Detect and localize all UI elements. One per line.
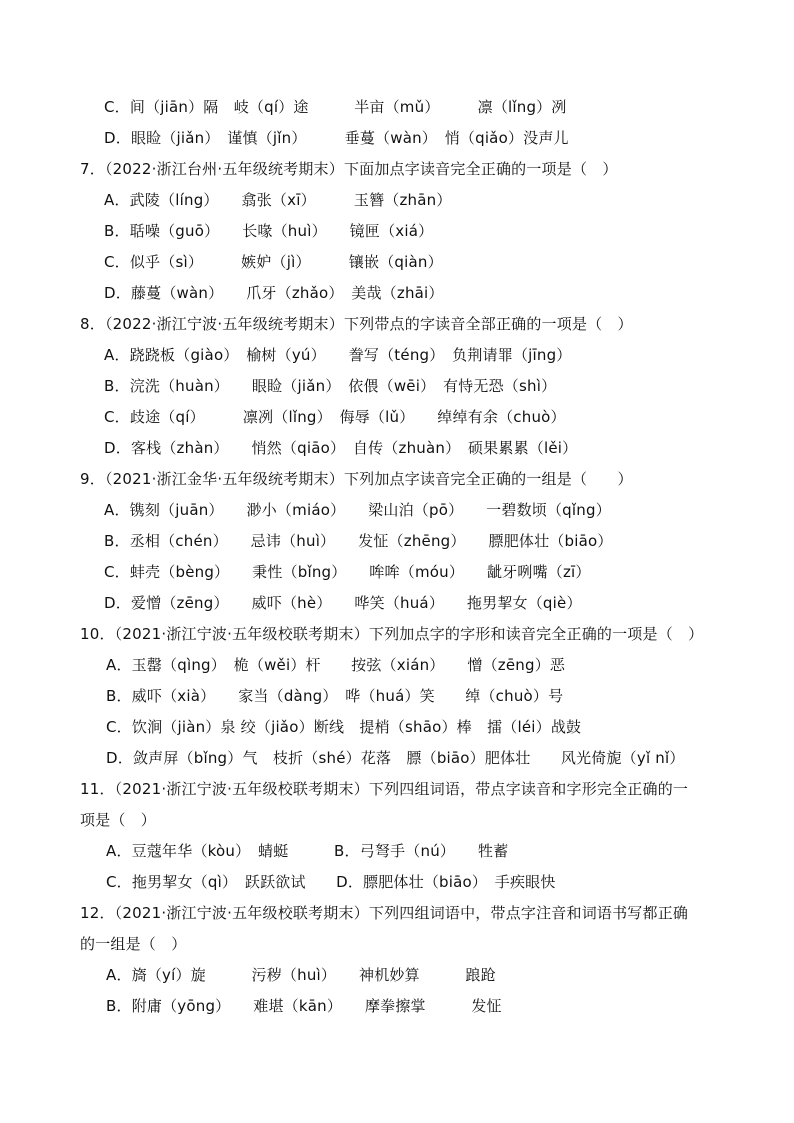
q9-option-d: D．爱憎（zēng） 威吓（hè） 哗笑（huá） 拖男挈女（qiè） (104, 594, 582, 612)
q9-option-a: A．镌刻（juān） 渺小（miáo） 梁山泊（pō） 一碧数顷（qǐng） (104, 501, 611, 519)
q10-option-b: B．威吓（xià） 家当（dàng） 哗（huá）笑 绰（chuò）号 (106, 687, 564, 705)
q8-option-b: B．浣洗（huàn） 眼睑（jiǎn） 依偎（wēi） 有恃无恐（shì） (104, 377, 557, 395)
q9-option-c: C．蚌壳（bèng） 秉性（bǐng） 哞哞（móu） 龇牙咧嘴（zī） (104, 563, 591, 581)
q7-option-d: D．藤蔓（wàn） 爪牙（zhǎo） 美哉（zhāi） (104, 284, 444, 302)
q11-options-cd: C．拖男挈女（qì） 跃跃欲试 D．膘肥体壮（biāo） 手疾眼快 (106, 873, 556, 891)
q8-option-a: A．跷跷板（giào） 榆树（yú） 誊写（téng） 负荆请罪（jīng） (104, 346, 572, 364)
question-7-stem: 7．（2022·浙江台州·五年级统考期末）下面加点字读音完全正确的一项是（ ） (80, 160, 618, 178)
q8-option-d: D．客栈（zhàn） 悄然（qiāo） 自传（zhuàn） 硕果累累（lěi） (104, 439, 578, 457)
option-d-line: D．眼睑（jiǎn） 谨慎（jǐn） 垂蔓（wàn） 悄（qiǎo）没声儿 (104, 129, 569, 147)
question-8-stem: 8．（2022·浙江宁波·五年级统考期末）下列带点的字读音全部正确的一项是（ ） (80, 315, 633, 333)
q7-option-c: C．似乎（sì） 嫉妒（jì） 镶嵌（qiàn） (104, 253, 443, 271)
q8-option-c: C．歧途（qí） 凛冽（lǐng） 侮辱（lǔ） 绰绰有余（chuò） (104, 408, 566, 426)
question-11-stem: 11．（2021·浙江宁波·五年级校联考期末）下列四组词语，带点字读音和字形完全正确的一 (80, 780, 689, 798)
q10-option-c: C．饮涧（jiàn）泉 绞（jiǎo）断线 提梢（shāo）棒 擂（léi）战鼓 (106, 718, 582, 736)
q11-options-ab: A．豆蔻年华（kòu） 蜻蜓 B．弓弩手（nú） 牲蓄 (106, 842, 509, 860)
q10-option-a: A．玉罄（qìng） 桅（wěi）杆 按弦（xián） 憎（zēng）恶 (106, 656, 566, 674)
question-10-stem: 10．（2021·浙江宁波·五年级校联考期末）下列加点字的字形和读音完全正确的一项是（ ） (80, 625, 704, 643)
q12-option-b: B．附庸（yōng） 难堪（kān） 摩拳擦掌 发怔 (106, 997, 502, 1015)
q7-option-b: B．聒噪（guō） 长喙（huì） 镜匣（xiá） (104, 222, 434, 240)
question-11-stem-continued: 项是（ ） (80, 811, 157, 829)
q12-option-a: A．旖（yí）旋 污秽（huì） 神机妙算 踉跄 (106, 966, 496, 984)
q7-option-a: A．武陵（líng） 翕张（xī） 玉簪（zhān） (104, 191, 452, 209)
question-9-stem: 9．（2021·浙江金华·五年级统考期末）下列加点字读音完全正确的一组是（ ） (80, 470, 633, 488)
q10-option-d: D．敛声屏（bǐng）气 枝折（shé）花落 膘（biāo）肥体壮 风光倚旎（yǐ nǐ） (106, 749, 685, 767)
question-12-stem-continued: 的一组是（ ） (80, 935, 187, 953)
option-c-line: C．间（jiān）隔 岐（qí）途 半亩（mǔ） 凛（lǐng）冽 (104, 98, 567, 116)
question-12-stem: 12．（2021·浙江宁波·五年级校联考期末）下列四组词语中，带点字注音和词语书写都正确 (80, 904, 689, 922)
q9-option-b: B．丞相（chén） 忌讳（huì） 发怔（zhēng） 膘肥体壮（biāo） (104, 532, 613, 550)
